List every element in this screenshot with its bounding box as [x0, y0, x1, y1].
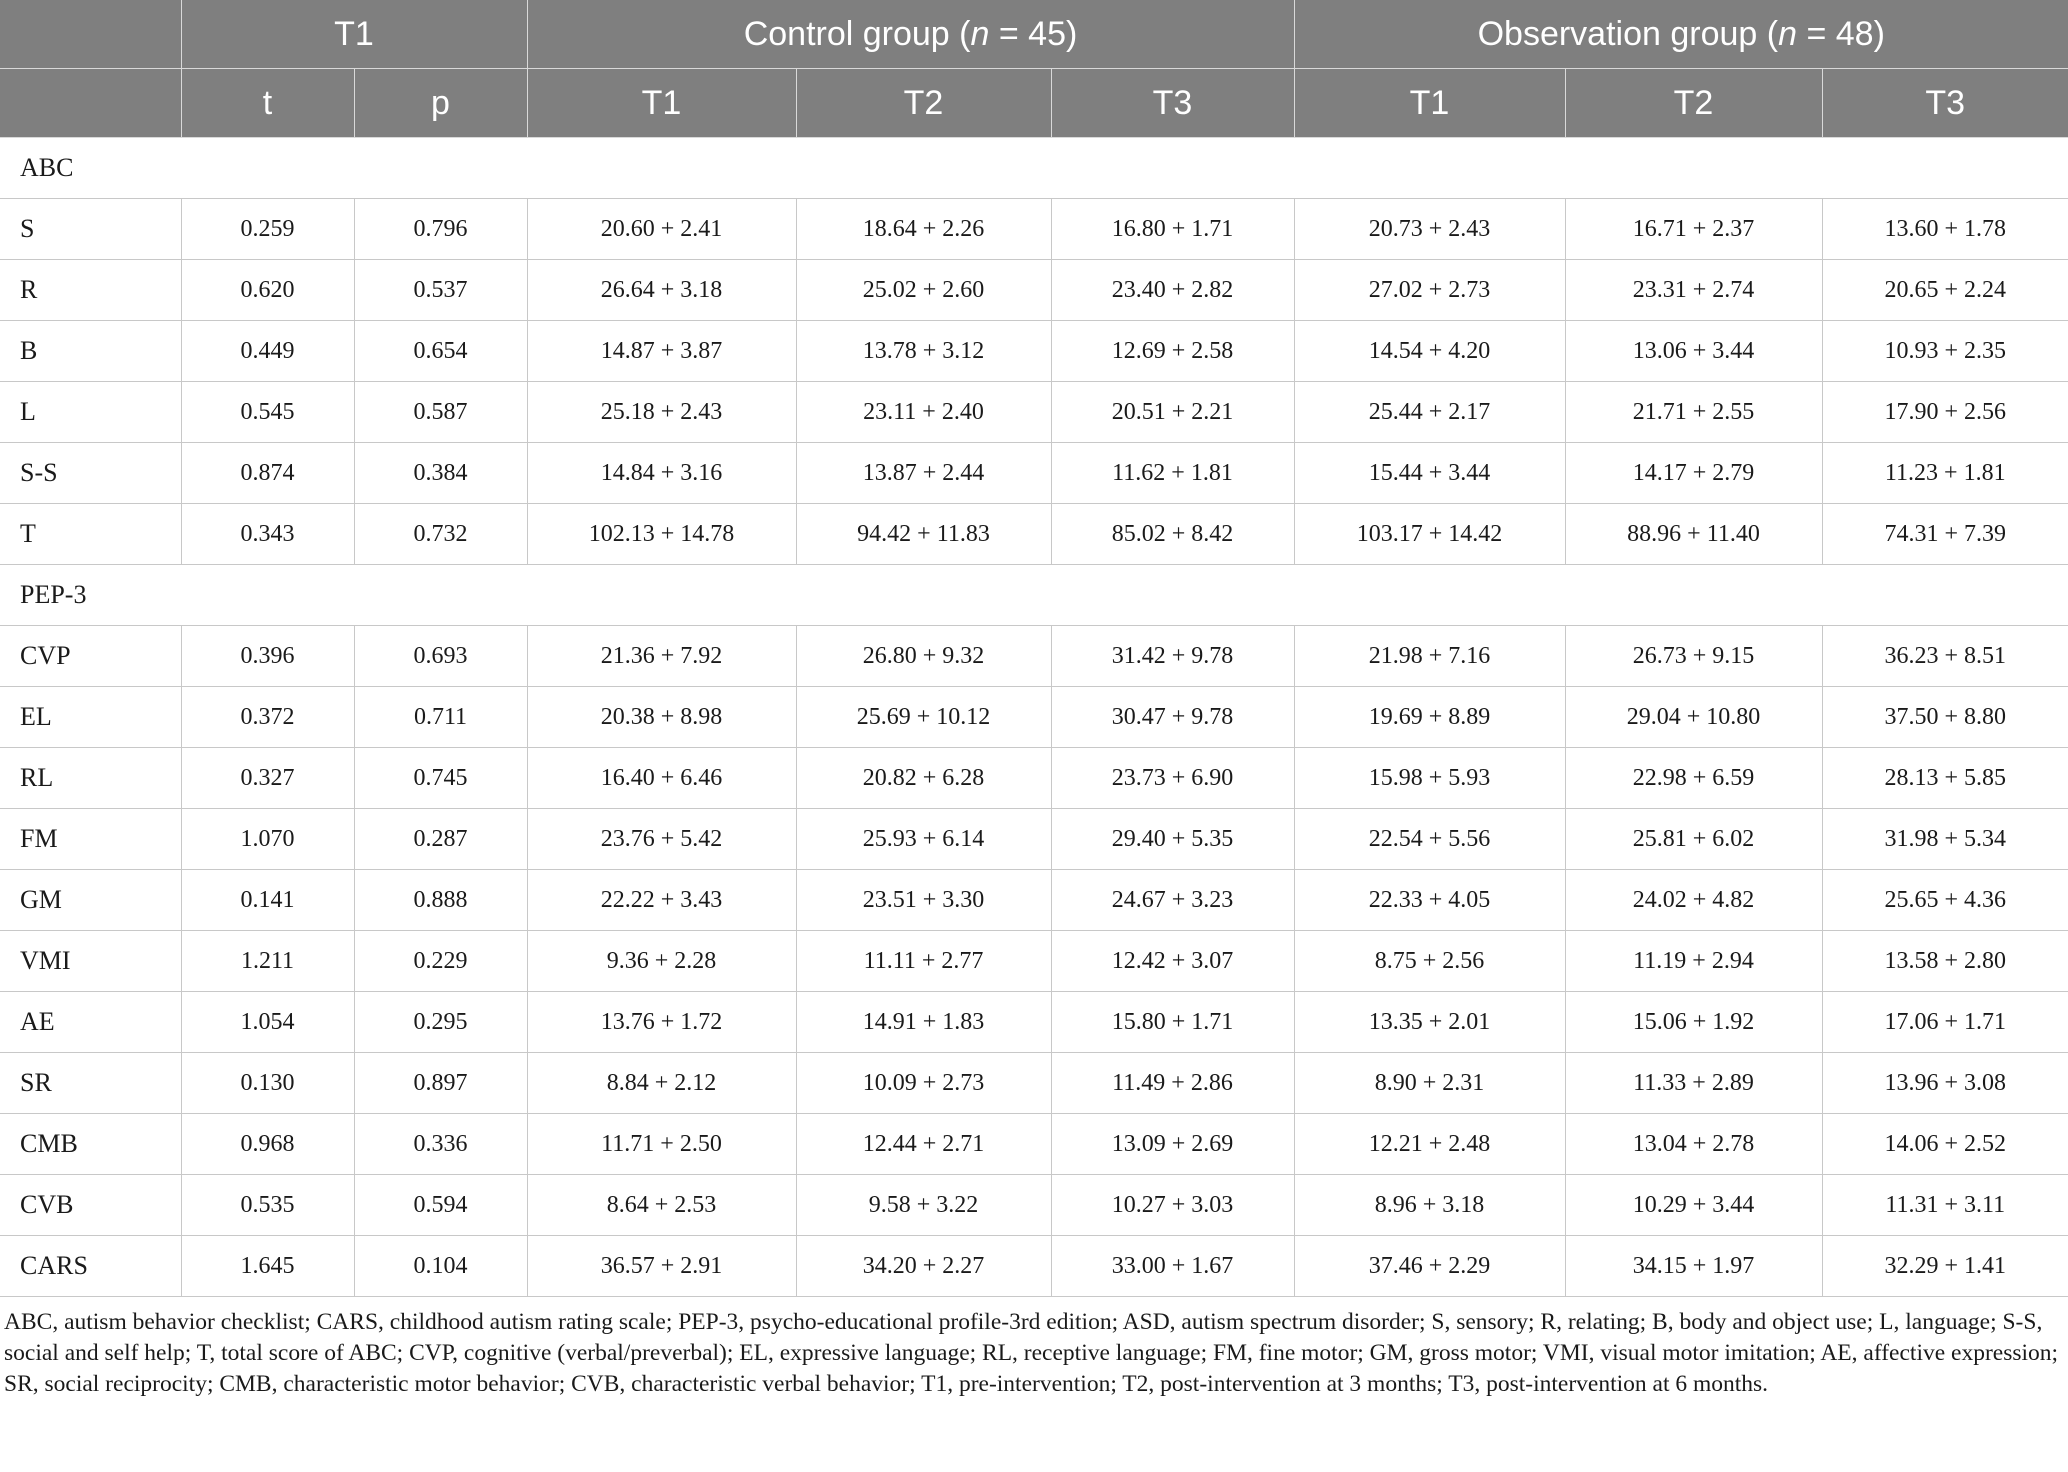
table-cell: 9.36 + 2.28	[527, 931, 796, 992]
table-cell: 0.259	[181, 199, 354, 260]
table-cell: 103.17 + 14.42	[1294, 504, 1565, 565]
table-cell: 13.60 + 1.78	[1822, 199, 2068, 260]
table-cell: 37.46 + 2.29	[1294, 1236, 1565, 1297]
table-row	[0, 1053, 2068, 1114]
table-cell: 13.04 + 2.78	[1565, 1114, 1822, 1175]
header-observation-t3: T3	[1822, 69, 2068, 138]
table-cell: 10.27 + 3.03	[1051, 1175, 1294, 1236]
table-cell: 8.75 + 2.56	[1294, 931, 1565, 992]
row-label: CARS	[0, 1236, 181, 1297]
table-cell: 21.71 + 2.55	[1565, 382, 1822, 443]
header-observation-group	[1294, 0, 2068, 69]
table-cell: 0.654	[354, 321, 527, 382]
table-cell: 13.87 + 2.44	[796, 443, 1051, 504]
table-row	[0, 321, 2068, 382]
table-row	[0, 870, 2068, 931]
table-cell: 25.93 + 6.14	[796, 809, 1051, 870]
table-cell: 25.02 + 2.60	[796, 260, 1051, 321]
table-cell: 0.888	[354, 870, 527, 931]
header-col-p: p	[354, 69, 527, 138]
header-control-group	[527, 0, 1294, 69]
table-row	[0, 1236, 2068, 1297]
table-cell: 11.23 + 1.81	[1822, 443, 2068, 504]
table-cell: 0.594	[354, 1175, 527, 1236]
table-cell: 0.287	[354, 809, 527, 870]
table-cell: 16.80 + 1.71	[1051, 199, 1294, 260]
table-cell: 25.81 + 6.02	[1565, 809, 1822, 870]
table-cell: 23.51 + 3.30	[796, 870, 1051, 931]
row-label: FM	[0, 809, 181, 870]
control-n: n	[970, 14, 990, 53]
table-cell: 13.96 + 3.08	[1822, 1053, 2068, 1114]
table-cell: 0.229	[354, 931, 527, 992]
table-cell: 0.449	[181, 321, 354, 382]
table-cell: 33.00 + 1.67	[1051, 1236, 1294, 1297]
table-cell: 12.44 + 2.71	[796, 1114, 1051, 1175]
table-cell: 0.327	[181, 748, 354, 809]
table-cell: 23.40 + 2.82	[1051, 260, 1294, 321]
row-label: VMI	[0, 931, 181, 992]
header-blank	[0, 0, 181, 69]
section-row	[0, 138, 2068, 199]
table-cell: 23.11 + 2.40	[796, 382, 1051, 443]
table-cell: 0.537	[354, 260, 527, 321]
table-cell: 36.57 + 2.91	[527, 1236, 796, 1297]
section-title: ABC	[0, 138, 2068, 199]
table-cell: 37.50 + 8.80	[1822, 687, 2068, 748]
table-cell: 0.535	[181, 1175, 354, 1236]
table-cell: 11.31 + 3.11	[1822, 1175, 2068, 1236]
table-row	[0, 443, 2068, 504]
header-observation-t1: T1	[1294, 69, 1565, 138]
table-cell: 34.20 + 2.27	[796, 1236, 1051, 1297]
table-cell: 23.76 + 5.42	[527, 809, 796, 870]
table-cell: 15.80 + 1.71	[1051, 992, 1294, 1053]
table-cell: 30.47 + 9.78	[1051, 687, 1294, 748]
table-cell: 0.732	[354, 504, 527, 565]
table-cell: 0.874	[181, 443, 354, 504]
table-row	[0, 1175, 2068, 1236]
table-cell: 24.02 + 4.82	[1565, 870, 1822, 931]
table-cell: 11.19 + 2.94	[1565, 931, 1822, 992]
observation-n: n	[1778, 14, 1798, 53]
table-cell: 11.11 + 2.77	[796, 931, 1051, 992]
table-row	[0, 687, 2068, 748]
control-label: Control group (	[743, 14, 971, 53]
table-cell: 0.745	[354, 748, 527, 809]
table-cell: 26.64 + 3.18	[527, 260, 796, 321]
table-cell: 20.82 + 6.28	[796, 748, 1051, 809]
table-cell: 11.62 + 1.81	[1051, 443, 1294, 504]
table-cell: 0.396	[181, 626, 354, 687]
table-row	[0, 626, 2068, 687]
table-cell: 0.384	[354, 443, 527, 504]
table-cell: 15.06 + 1.92	[1565, 992, 1822, 1053]
header-observation-t2: T2	[1565, 69, 1822, 138]
table-row	[0, 992, 2068, 1053]
table-cell: 25.69 + 10.12	[796, 687, 1051, 748]
row-label: EL	[0, 687, 181, 748]
table-cell: 1.645	[181, 1236, 354, 1297]
row-label: RL	[0, 748, 181, 809]
header-control-t2: T2	[796, 69, 1051, 138]
table-cell: 31.98 + 5.34	[1822, 809, 2068, 870]
table-cell: 25.18 + 2.43	[527, 382, 796, 443]
table-cell: 14.91 + 1.83	[796, 992, 1051, 1053]
table-row	[0, 809, 2068, 870]
table-cell: 18.64 + 2.26	[796, 199, 1051, 260]
table-cell: 10.29 + 3.44	[1565, 1175, 1822, 1236]
table-cell: 0.711	[354, 687, 527, 748]
table-cell: 14.84 + 3.16	[527, 443, 796, 504]
table-cell: 22.98 + 6.59	[1565, 748, 1822, 809]
table-cell: 31.42 + 9.78	[1051, 626, 1294, 687]
table-cell: 74.31 + 7.39	[1822, 504, 2068, 565]
table-cell: 0.545	[181, 382, 354, 443]
table-cell: 0.587	[354, 382, 527, 443]
row-label: GM	[0, 870, 181, 931]
row-label: CMB	[0, 1114, 181, 1175]
table-cell: 21.36 + 7.92	[527, 626, 796, 687]
table-cell: 14.87 + 3.87	[527, 321, 796, 382]
table-cell: 85.02 + 8.42	[1051, 504, 1294, 565]
observation-label: Observation group (	[1477, 14, 1779, 53]
table-row	[0, 748, 2068, 809]
table-cell: 0.343	[181, 504, 354, 565]
row-label: CVB	[0, 1175, 181, 1236]
table-body	[0, 138, 2068, 1297]
table-cell: 10.09 + 2.73	[796, 1053, 1051, 1114]
table-cell: 0.897	[354, 1053, 527, 1114]
table-cell: 19.69 + 8.89	[1294, 687, 1565, 748]
table-cell: 0.336	[354, 1114, 527, 1175]
observation-count: = 48)	[1797, 14, 1885, 53]
table-cell: 24.67 + 3.23	[1051, 870, 1294, 931]
row-label: R	[0, 260, 181, 321]
table-cell: 94.42 + 11.83	[796, 504, 1051, 565]
table-cell: 17.06 + 1.71	[1822, 992, 2068, 1053]
table-cell: 0.141	[181, 870, 354, 931]
table-row	[0, 382, 2068, 443]
row-label: SR	[0, 1053, 181, 1114]
header-control-t3: T3	[1051, 69, 1294, 138]
table-cell: 20.65 + 2.24	[1822, 260, 2068, 321]
header-t1-group: T1	[181, 0, 527, 69]
table-cell: 13.06 + 3.44	[1565, 321, 1822, 382]
control-count: = 45)	[989, 14, 1078, 53]
table-row	[0, 931, 2068, 992]
table-footnote: ABC, autism behavior checklist; CARS, childhood autism rating scale; PEP-3, psycho-educational profile-3rd edition; ASD, autism spectrum disorder; S, sensory; R, relating; B, body and object use; L, language; S-S, social and self help; T, total score of ABC; CVP, cognitive (verbal/preverbal); EL, expressive language; RL, receptive language; FM, fine motor; GM, gross motor; VMI, visual motor imitation; AE, affective expression; SR, social reciprocity; CMB, characteristic motor behavior; CVB, characteristic verbal behavior; T1, pre-intervention; T2, post-intervention at 3 months; T3, post-intervention at 6 months.	[4, 1309, 2059, 1397]
table-cell: 1.211	[181, 931, 354, 992]
table-cell: 15.98 + 5.93	[1294, 748, 1565, 809]
table-cell: 15.44 + 3.44	[1294, 443, 1565, 504]
table-cell: 1.070	[181, 809, 354, 870]
table-cell: 23.31 + 2.74	[1565, 260, 1822, 321]
table-cell: 11.33 + 2.89	[1565, 1053, 1822, 1114]
table-cell: 32.29 + 1.41	[1822, 1236, 2068, 1297]
table-cell: 9.58 + 3.22	[796, 1175, 1051, 1236]
table-row	[0, 1114, 2068, 1175]
table-cell: 0.620	[181, 260, 354, 321]
table-cell: 13.58 + 2.80	[1822, 931, 2068, 992]
table-cell: 13.76 + 1.72	[527, 992, 796, 1053]
table-cell: 12.21 + 2.48	[1294, 1114, 1565, 1175]
table-cell: 28.13 + 5.85	[1822, 748, 2068, 809]
table-cell: 14.54 + 4.20	[1294, 321, 1565, 382]
table-cell: 22.33 + 4.05	[1294, 870, 1565, 931]
table-row	[0, 199, 2068, 260]
header-col-t: t	[181, 69, 354, 138]
table-cell: 8.64 + 2.53	[527, 1175, 796, 1236]
table-cell: 0.968	[181, 1114, 354, 1175]
table-cell: 0.372	[181, 687, 354, 748]
row-label: S	[0, 199, 181, 260]
table-cell: 20.60 + 2.41	[527, 199, 796, 260]
table-cell: 12.69 + 2.58	[1051, 321, 1294, 382]
table-cell: 8.90 + 2.31	[1294, 1053, 1565, 1114]
row-label: S-S	[0, 443, 181, 504]
table-cell: 0.104	[354, 1236, 527, 1297]
table-cell: 22.22 + 3.43	[527, 870, 796, 931]
table-cell: 22.54 + 5.56	[1294, 809, 1565, 870]
table-cell: 1.054	[181, 992, 354, 1053]
header-row-2	[0, 69, 2068, 138]
table-cell: 16.40 + 6.46	[527, 748, 796, 809]
table-cell: 23.73 + 6.90	[1051, 748, 1294, 809]
section-row	[0, 565, 2068, 626]
table-row	[0, 504, 2068, 565]
table-cell: 16.71 + 2.37	[1565, 199, 1822, 260]
table-cell: 0.796	[354, 199, 527, 260]
section-title: PEP-3	[0, 565, 2068, 626]
table-cell: 29.04 + 10.80	[1565, 687, 1822, 748]
table-cell: 14.06 + 2.52	[1822, 1114, 2068, 1175]
row-label: L	[0, 382, 181, 443]
table-cell: 0.693	[354, 626, 527, 687]
table-row	[0, 260, 2068, 321]
table-cell: 88.96 + 11.40	[1565, 504, 1822, 565]
row-label: CVP	[0, 626, 181, 687]
table-cell: 13.09 + 2.69	[1051, 1114, 1294, 1175]
table-cell: 13.78 + 3.12	[796, 321, 1051, 382]
table-cell: 20.38 + 8.98	[527, 687, 796, 748]
table-cell: 102.13 + 14.78	[527, 504, 796, 565]
table-cell: 10.93 + 2.35	[1822, 321, 2068, 382]
table-cell: 0.295	[354, 992, 527, 1053]
table-cell: 8.84 + 2.12	[527, 1053, 796, 1114]
table-cell: 27.02 + 2.73	[1294, 260, 1565, 321]
table-cell: 21.98 + 7.16	[1294, 626, 1565, 687]
table-cell: 17.90 + 2.56	[1822, 382, 2068, 443]
table-cell: 14.17 + 2.79	[1565, 443, 1822, 504]
table-cell: 20.51 + 2.21	[1051, 382, 1294, 443]
table-cell: 26.73 + 9.15	[1565, 626, 1822, 687]
row-label: B	[0, 321, 181, 382]
table-cell: 11.49 + 2.86	[1051, 1053, 1294, 1114]
table-cell: 25.44 + 2.17	[1294, 382, 1565, 443]
row-label: T	[0, 504, 181, 565]
table-cell: 11.71 + 2.50	[527, 1114, 796, 1175]
table-cell: 0.130	[181, 1053, 354, 1114]
table-cell: 34.15 + 1.97	[1565, 1236, 1822, 1297]
header-control-t1: T1	[527, 69, 796, 138]
header-col-0	[0, 69, 181, 138]
table-cell: 12.42 + 3.07	[1051, 931, 1294, 992]
table-cell: 26.80 + 9.32	[796, 626, 1051, 687]
table-cell: 25.65 + 4.36	[1822, 870, 2068, 931]
table-cell: 13.35 + 2.01	[1294, 992, 1565, 1053]
row-label: AE	[0, 992, 181, 1053]
table-cell: 8.96 + 3.18	[1294, 1175, 1565, 1236]
table-cell: 36.23 + 8.51	[1822, 626, 2068, 687]
table-cell: 29.40 + 5.35	[1051, 809, 1294, 870]
table-cell: 20.73 + 2.43	[1294, 199, 1565, 260]
header-row-1	[0, 0, 2068, 69]
